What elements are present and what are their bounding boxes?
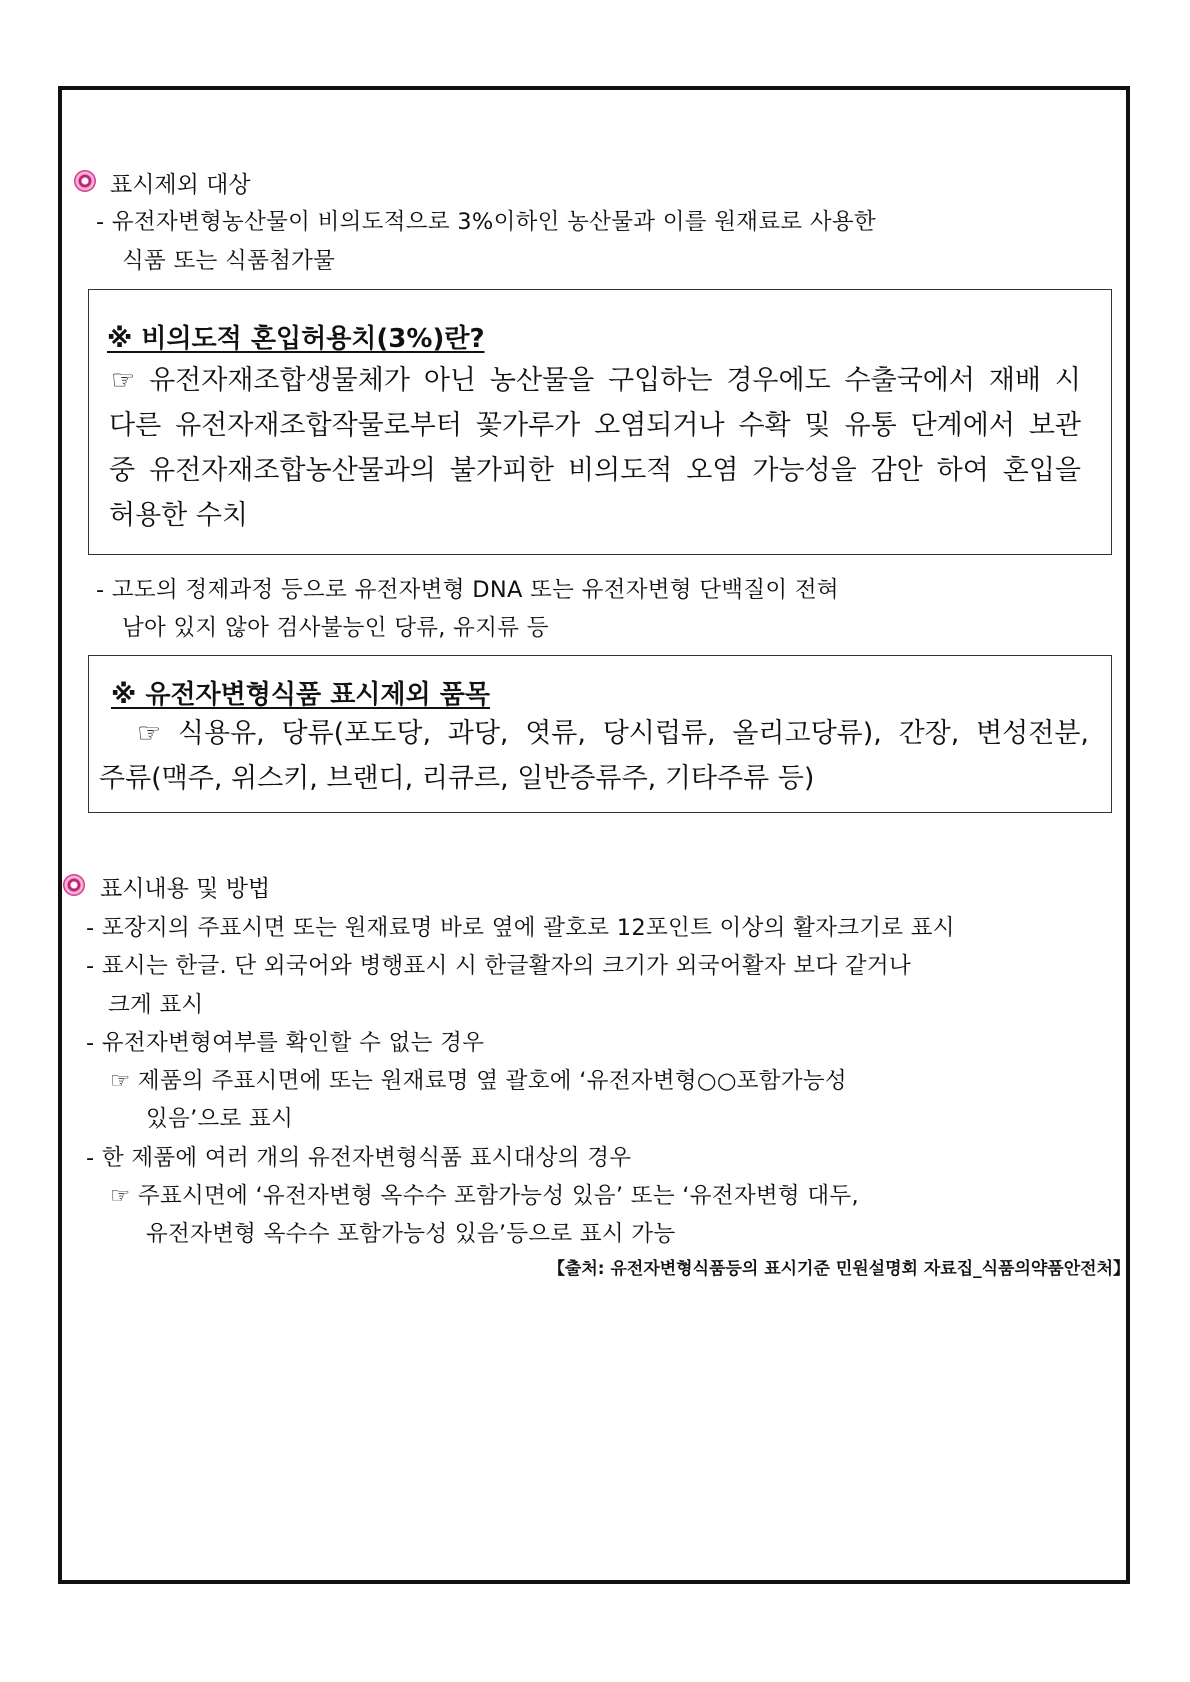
section2-line: 유전자변형 옥수수 포함가능성 있음’등으로 표시 가능 (146, 1221, 676, 1247)
section-bullet-icon (63, 874, 85, 896)
section1-item2-line1: - 고도의 정제과정 등으로 유전자변형 DNA 또는 유전자변형 단백질이 전혀 (96, 577, 839, 603)
section2-line: - 포장지의 주표시면 또는 원재료명 바로 옆에 괄호로 12포인트 이상의 활자크기로 표시 (86, 915, 955, 941)
section2-heading: 표시내용 및 방법 (100, 876, 271, 902)
info-box-excluded-items (88, 655, 1112, 813)
section1-item1-line2: 식품 또는 식품첨가물 (122, 248, 336, 274)
section1-item2-line2: 남아 있지 않아 검사불능인 당류, 유지류 등 (122, 615, 549, 641)
box2-line2: 주류(맥주, 위스키, 브랜디, 리큐르, 일반증류주, 기타주류 등) (99, 763, 815, 794)
section2-line: 있음’으로 표시 (146, 1106, 294, 1132)
section-bullet-icon (74, 170, 96, 192)
box1-line2: 다른 유전자재조합작물로부터 꽃가루가 오염되거나 수확 및 유통 단계에서 보관 (109, 410, 1081, 441)
box1-line4: 허용한 수치 (109, 500, 248, 531)
section2-line: ☞ 제품의 주표시면에 또는 원재료명 옆 괄호에 ‘유전자변형○○포함가능성 (110, 1068, 847, 1094)
info-box-tolerance (88, 289, 1112, 555)
section1-item1-line1: - 유전자변형농산물이 비의도적으로 3%이하인 농산물과 이를 원재료로 사용한 (96, 209, 876, 235)
box1-line3: 중 유전자재조합농산물과의 불가피한 비의도적 오염 가능성을 감안 하여 혼입을 (109, 455, 1081, 486)
section2-line: ☞ 주표시면에 ‘유전자변형 옥수수 포함가능성 있음’ 또는 ‘유전자변형 대두, (110, 1183, 859, 1209)
box1-title: ※ 비의도적 혼입허용치(3%)란? (107, 324, 485, 354)
section2-line: - 한 제품에 여러 개의 유전자변형식품 표시대상의 경우 (86, 1145, 632, 1171)
source-citation: 【출처: 유전자변형식품등의 표시기준 민원설명회 자료집_식품의약품안전처】 (547, 1259, 1130, 1279)
section2-line: - 유전자변형여부를 확인할 수 없는 경우 (86, 1030, 485, 1056)
box2-line1: ☞ 식용유, 당류(포도당, 과당, 엿류, 당시럽류, 올리고당류), 간장, 변성전분, (137, 718, 1089, 749)
box2-heading: ※ 유전자변형식품 표시제외 품목 (111, 680, 490, 710)
section2-line: - 표시는 한글. 단 외국어와 병행표시 시 한글활자의 크기가 외국어활자 보다 같거나 (86, 953, 911, 979)
section2-line: 크게 표시 (108, 992, 204, 1018)
box1-line1: ☞ 유전자재조합생물체가 아닌 농산물을 구입하는 경우에도 수출국에서 재배 시 (111, 365, 1081, 396)
section1-heading: 표시제외 대상 (110, 172, 251, 198)
